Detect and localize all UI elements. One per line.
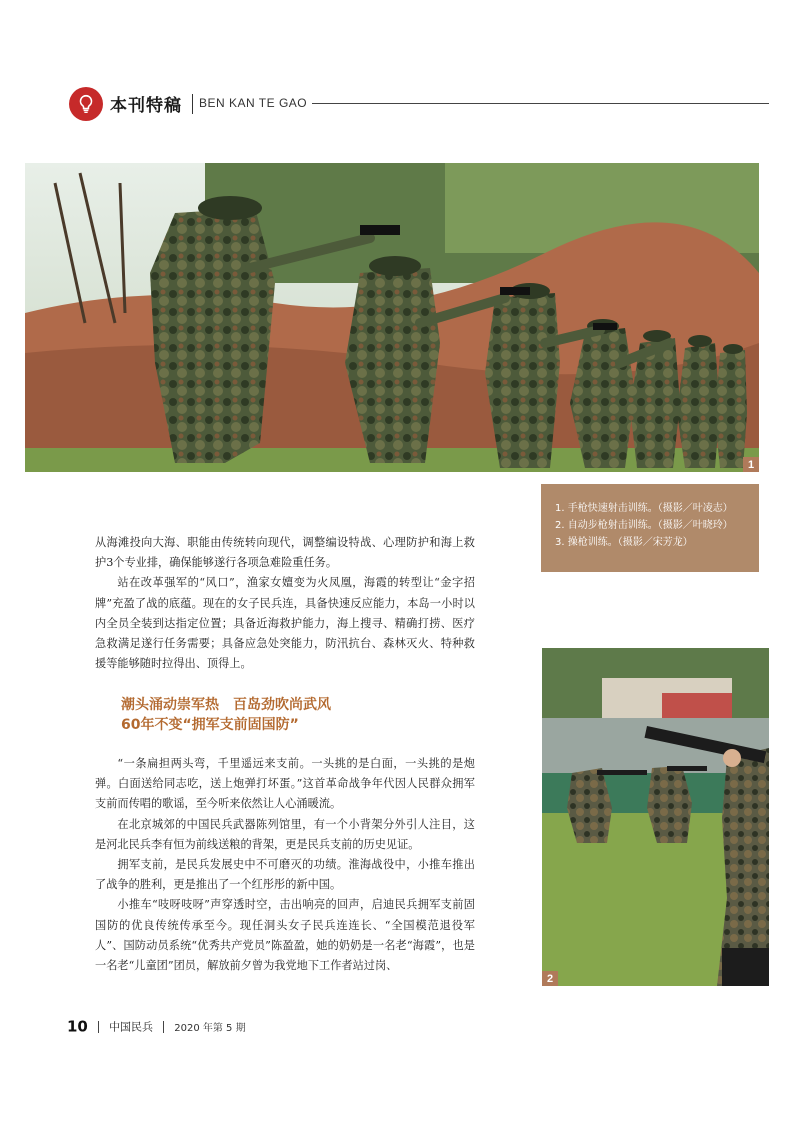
article-body-bottom [95,754,475,976]
footer-separator [163,1021,164,1033]
caption-2: 2. 自动步枪射击训练。（摄影／叶晓玲） [555,520,733,531]
paragraph: 站在改革强军的“风口”，渔家女嬗变为火凤凰，海霞的转型让“金字招牌”充盈了战的底蕴。现在的女子民兵连，具备快速反应能力，本岛一小时以内全员全装到达指定位置；具备近海救护能力，海上搜寻、精确打捞、医疗急救满足遂行任务需要；具备应急处突能力，防汛抗台、森林灭火、特种救援等能够随时拉得出、顶得上。 [95,576,475,671]
photo-number-badge: 1 [743,457,759,472]
photo-handgun-drill [25,163,759,472]
subheading-line-2: 60年不变“拥军支前固国防” [121,717,299,733]
issue-label: 2020 年第 5 期 [174,1023,246,1034]
footer-separator [98,1021,99,1033]
caption-3: 3. 操枪训练。（摄影／宋芳龙） [555,537,693,548]
header-rule [312,103,769,104]
paragraph: “一条扁担两头弯，千里遥远来支前。一头挑的是白面，一头挑的是炮弹。白面送给同志吃，送上炮弹打坏蛋。”这首革命战争年代因人民群众拥军支前而传唱的歌谣，至今听来依然让人心涌暖流。 [95,757,475,811]
paragraph: 在北京城郊的中国民兵武器陈列馆里，有一个小背架分外引人注目，这是河北民兵李有恒为前线送粮的背架，更是民兵支前的历史见证。 [95,817,475,851]
column-header [69,86,769,122]
caption-box [541,484,759,572]
section-subheading [121,695,461,735]
article-body-top [95,533,475,674]
caption-1: 1. 手枪快速射击训练。（摄影／叶凌志） [555,503,733,514]
photo-rifle-drill [542,648,769,986]
column-title: 本刊特稿 [110,96,182,116]
page-footer [67,1016,246,1036]
column-logo [69,87,103,121]
subheading-line-1: 潮头涌动崇军热 百岛劲吹尚武风 [121,697,331,713]
magazine-name: 中国民兵 [109,1020,154,1034]
paragraph: 拥军支前，是民兵发展史中不可磨灭的功绩。淮海战役中，小推车推出了战争的胜利，更是推出了一个红彤彤的新中国。 [95,858,475,892]
rifle-drill-image [542,648,769,986]
header-separator [192,94,193,114]
page-number: 10 [67,1017,88,1036]
lightbulb-icon [75,93,97,115]
column-pinyin: BEN KAN TE GAO [199,96,308,110]
photo-number-badge: 2 [542,971,558,986]
paragraph: 从海滩投向大海、职能由传统转向现代，调整编设特战、心理防护和海上救护3个专业排，确保能够遂行各项急难险重任务。 [95,536,475,570]
handgun-drill-image [25,163,759,472]
paragraph: 小推车“吱呀吱呀”声穿透时空，击出响亮的回声，启迪民兵拥军支前固国防的优良传统传承至今。现任洞头女子民兵连连长、“全国模范退役军人”、国防动员系统“优秀共产党员”陈盈盈，她的奶奶是一名老“海霞”，也是一名老“儿童团”团员，解放前夕曾为我党地下工作者站过岗、 [95,898,475,973]
